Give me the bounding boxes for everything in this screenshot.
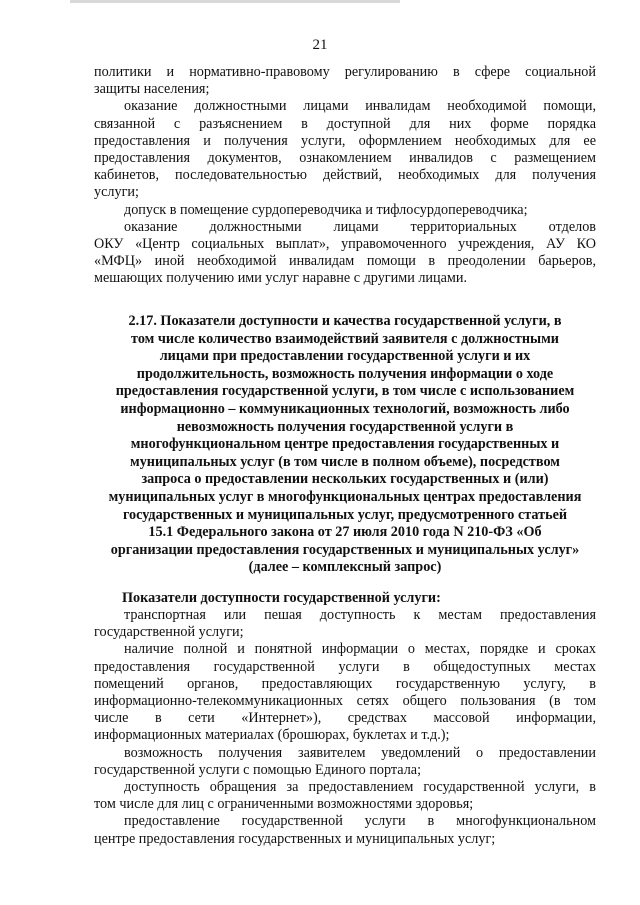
text-line: защиты населения; [94, 81, 210, 98]
text-line: возможность получения заявителем уведомлений о предоставлении [124, 744, 596, 761]
heading-line: организации предоставления государственных и муниципальных услуг» [110, 541, 580, 558]
heading-line: 2.17. Показатели доступности и качества государственной услуги, в [128, 313, 562, 329]
text-line: том числе для лиц с ограниченными возможностями здоровья; [94, 796, 474, 813]
text-line: наличие полной и понятной информации о местах, порядке и сроках [124, 641, 596, 658]
text-line: мешающих получению ими услуг наравне с другими лицами. [94, 270, 468, 287]
section-heading [94, 313, 596, 577]
text-line: допуск в помещение сурдопереводчика и тифлосурдопереводчика; [124, 201, 528, 218]
text-line: информационных материалах (брошюрах, буклетах и т.д.); [94, 727, 450, 744]
text-line: числе в сети «Интернет»), средствах массовой информации, [94, 710, 596, 727]
text-line: оказание должностными лицами инвалидам необходимой помощи, [124, 98, 596, 115]
text-line: предоставления документов, ознакомлением инвалидов с размещением [94, 150, 596, 167]
page-number: 21 [312, 37, 328, 53]
scan-artifact [70, 0, 400, 3]
text-line: центре предоставления государственных и муниципальных услуг; [94, 830, 496, 847]
heading-line: запроса о предоставлении нескольких государственных и (или) [141, 471, 549, 488]
heading-line: невозможность получения государственной услуги в [176, 418, 514, 435]
text-line: связанной с разъяснением в доступной для них форме порядка [94, 115, 596, 132]
heading-line: государственных и муниципальных услуг, предусмотренного статьей [122, 506, 568, 523]
text-line: предоставления государственной услуги в общедоступных местах [94, 658, 596, 675]
text-line: государственной услуги; [94, 624, 244, 641]
heading-line: (далее – комплексный запрос) [248, 559, 442, 576]
text-line: информационно-телекоммуникационных сетях общего пользования (в том [94, 693, 596, 710]
text-line: ОКУ «Центр социальных выплат», управомоченного учреждения, АУ КО [94, 236, 596, 253]
heading-line: информационно – коммуникационных технологий, возможность либо [120, 400, 570, 417]
heading-line: муниципальных услуг (в том числе в полном объеме), посредством [130, 453, 560, 470]
heading-line: продолжительность, возможность получения информации о ходе [136, 365, 554, 382]
text-line: политики и нормативно-правовому регулированию в сфере социальной [94, 64, 596, 80]
heading-line: 15.1 Федерального закона от 27 июля 2010 года N 210-ФЗ «Об [148, 524, 542, 541]
heading-line: муниципальных услуг в многофункциональных центрах предоставления [108, 488, 582, 505]
text-line: оказание должностными лицами территориальных отделов [124, 218, 596, 235]
heading-line: многофункциональном центре предоставления государственных и [130, 436, 560, 453]
heading-line: предоставления государственной услуги, в том числе с использованием [115, 383, 575, 400]
heading-line: том числе количество взаимодействий заявителя с должностными [131, 330, 559, 347]
heading-line: лицами при предоставлении государственной услуги и их [159, 348, 531, 365]
text-line: услуги; [94, 184, 139, 201]
text-line: помещений органов, предоставляющих государственную услугу, в [94, 675, 596, 692]
text-line: кабинетов, последовательностью действий, необходимых для получения [94, 167, 596, 184]
paragraph-block-2 [94, 607, 596, 848]
text-line: транспортная или пешая доступность к местам предоставления [124, 607, 596, 623]
text-line: предоставления и получения услуги, оформлением необходимых для ее [94, 132, 596, 149]
subheading: Показатели доступности государственной услуги: [122, 590, 441, 606]
text-line: государственной услуги с помощью Единого портала; [94, 761, 422, 778]
text-line: предоставление государственной услуги в многофункциональном [124, 813, 596, 830]
text-line: «МФЦ» иной необходимой инвалидам помощи в преодолении барьеров, [94, 253, 596, 270]
paragraph-block-1 [94, 64, 596, 288]
text-line: доступность обращения за предоставлением государственной услуги, в [124, 779, 596, 796]
